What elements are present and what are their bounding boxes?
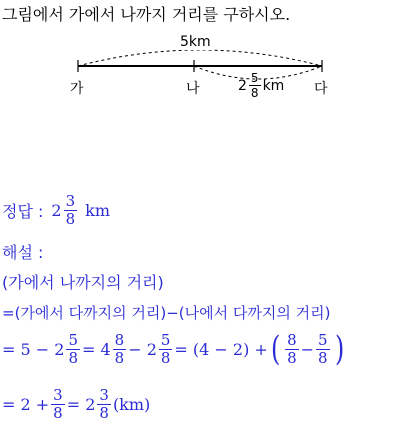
eq3-fraction-5 bbox=[316, 330, 330, 367]
question-text: 그림에서 가에서 나까지 거리를 구하시오. bbox=[2, 5, 291, 24]
answer-numerator: 3 bbox=[65, 192, 76, 210]
answer-fraction bbox=[64, 194, 78, 227]
eq4-f2-denominator: 8 bbox=[99, 404, 109, 422]
eq4-f1-numerator: 3 bbox=[53, 386, 63, 404]
eq3-part-5: − bbox=[300, 339, 315, 359]
total-distance-label: 5km bbox=[180, 34, 211, 50]
distance-diagram bbox=[0, 0, 400, 110]
eq3-f1-numerator: 5 bbox=[68, 330, 78, 349]
explanation-line-2: =(가에서 다까지의 거리)−(나에서 다까지의 거리) bbox=[2, 304, 331, 322]
eq4-f1-denominator: 8 bbox=[53, 404, 63, 422]
eq3-part-4: = (4 − 2) + bbox=[174, 339, 268, 359]
answer-denominator: 8 bbox=[65, 210, 76, 228]
eq3-f4-numerator: 8 bbox=[287, 330, 297, 349]
segment-unit: km bbox=[262, 77, 285, 94]
segment-fraction bbox=[249, 72, 261, 99]
right-paren: ) bbox=[334, 329, 344, 369]
eq3-fraction-4 bbox=[285, 330, 299, 367]
eq3-f5-denominator: 8 bbox=[318, 348, 328, 367]
eq4-fraction-2 bbox=[97, 388, 111, 421]
eq3-part-2: = 4 bbox=[81, 339, 111, 359]
explanation-line-4 bbox=[2, 388, 150, 421]
eq4-f2-numerator: 3 bbox=[99, 386, 109, 404]
answer-label: 정답 : bbox=[2, 202, 44, 221]
explanation-label: 해설 : bbox=[2, 243, 44, 262]
eq4-part-1: = 2 + bbox=[2, 395, 50, 414]
segment-denominator: 8 bbox=[250, 86, 259, 100]
answer-whole: 2 bbox=[51, 201, 62, 220]
eq4-part-2: = 2 bbox=[66, 395, 96, 414]
eq3-f5-numerator: 5 bbox=[318, 330, 328, 349]
left-paren: ( bbox=[270, 329, 281, 369]
point-a-label: 가 bbox=[70, 81, 84, 97]
segment-distance-label bbox=[238, 72, 284, 99]
eq3-f4-denominator: 8 bbox=[287, 348, 297, 367]
explanation-line-1: (가에서 나까지의 거리) bbox=[2, 273, 164, 292]
eq3-f3-numerator: 5 bbox=[160, 330, 171, 349]
eq3-f2-numerator: 8 bbox=[114, 330, 125, 349]
segment-numerator: 5 bbox=[250, 71, 259, 85]
eq3-f1-denominator: 8 bbox=[68, 348, 78, 367]
answer-line bbox=[2, 194, 110, 227]
eq3-part-1: = 5 − 2 bbox=[2, 339, 65, 359]
eq3-fraction-3 bbox=[159, 330, 173, 367]
eq4-part-3: (km) bbox=[112, 395, 151, 414]
eq3-f3-denominator: 8 bbox=[160, 348, 171, 367]
point-b-label: 나 bbox=[186, 81, 200, 97]
answer-unit: km bbox=[85, 201, 110, 220]
segment-whole: 2 bbox=[238, 77, 247, 94]
eq4-fraction-1 bbox=[51, 388, 65, 421]
point-c-label: 다 bbox=[314, 81, 328, 97]
eq3-fraction-1 bbox=[66, 330, 80, 367]
explanation-line-3 bbox=[2, 329, 347, 369]
eq3-f2-denominator: 8 bbox=[114, 348, 125, 367]
total-arc bbox=[78, 50, 322, 66]
eq3-part-3: − 2 bbox=[128, 339, 157, 359]
eq3-fraction-2 bbox=[113, 330, 127, 367]
